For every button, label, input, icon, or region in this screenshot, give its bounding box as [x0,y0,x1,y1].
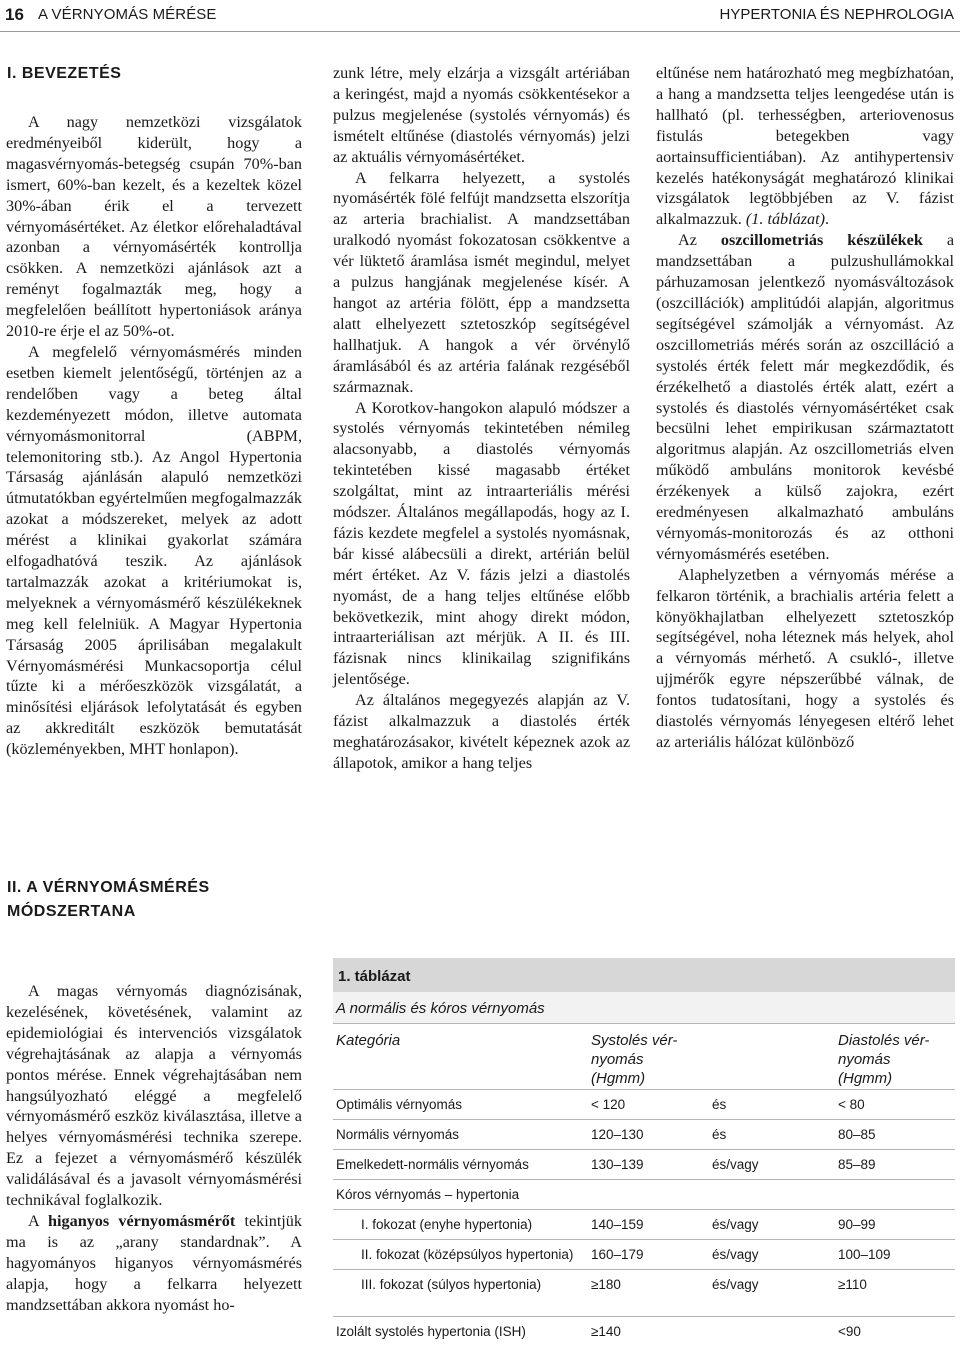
paragraph: A nagy nemzetközi vizsgálatok eredményeiből kiderült, hogy a magasvérnyomás-betegség csupán 70%-ban ismert, 60%-ban kezelt, és a kezeltek közel 30%-ában érik el a tervezett vérnyomásértéket. Az életkor előrehaladtával azonban a vérnyomásérték kontrollja csökken. A nemzetközi ajánlások azt a reményt fogalmazták meg, hogy a megfelelően beállított hypertoniások aránya 2010-re érje el az 50%-ot. [6,113,302,341]
table-row: Emelkedett-normális vérnyomás 130–139 és/vagy 85–89 [333,1150,955,1180]
paragraph: A magas vérnyomás diagnózisának, kezelésének, követésének, valamint az epidemiológiai és intervenciós vizsgálatok végrehajtásának az alapja a vérnyomás pontos mérése. Ennek végrehajtásában nem hangsúlyozható eléggé a megfelelő vérnyomásmérő eszköz kiválasztása, illetve a helyes vérnyomásmérési technika szerepe. Ez a fejezet a vérnyomásmérő készülék validálásával és a javasolt vérnyomásmérési technikával foglalkozik. [6,982,302,1210]
paragraph: A higanyos vérnyomásmérőt tekintjük ma is az „arany standardnak”. A hagyományos higanyos vérnyomásmérés alapja, hogy a felkarra helyezett mandzsettában akkora nyomást ho- [6,1211,302,1314]
paragraph: Az általános megegyezés alapján az V. fázist alkalmazzuk a diastolés érték meghatározásakor, kivételt képeznek azok az állapotok, amikor a hang teljes [333,691,630,772]
paragraph: zunk létre, mely elzárja a vizsgált artériában a keringést, majd a nyomás csökkentésekor a pulzus megjelenése (systolés vérnyomás) és ismételt eltűnése (diastolés vérnyomás) jelzi az aktuális vérnyomásértéket. [333,64,630,166]
column-1-lower-text [6,981,302,1316]
bold-term: higanyos vérnyomásmérőt [48,1211,236,1230]
header-diastolic: Diastolés vér- nyomás (Hgmm) [838,1032,930,1087]
column-3-text [656,63,954,753]
table-row: Normális vérnyomás 120–130 és 80–85 [333,1120,955,1150]
paragraph: A felkarra helyezett, a systolés nyomásérték fölé felfújt mandzsetta elszorítja az arteria brachialist. A mandzsettában uralkodó nyomást fokozatosan csökkentve a vér lüktető áramlása ismét megindul, melyet a pulzus hangjának megjelenése kísér. A hangot az artéria fölött, épp a mandzsetta alatt elhelyezett sztetoszkóp segítségével hallhatjuk. A hangok a vér örvénylő áramlásából és az artéria falának rezgéséből származnak. [333,168,630,396]
table-header-row [333,1024,955,1090]
blood-pressure-table [333,958,955,1346]
paragraph: Az oszcillometriás készülékek a mandzsettában a pulzushullámokkal párhuzamosan jelentkező nyomásváltozások (oszcillációk) amplitúdói alapján, algoritmus segítségével számolják a vérnyomást. Az oszcillometriás mérés során az oszcilláció a systolés érték felett már megkezdődik, és érzékelhető a diastolés érték alatt, ezért a systolés és diastolés vérnyomásértéket csak becsülni lehet empirikusan származtatott algoritmus alapján. Az oszcillometriás elven működő ambuláns monitorok kevésbé érzékenyek a külső zajokra, ezért eredményesen alkalmazható ambuláns vérnyomás-monitorozás és az otthoni vérnyomásmérés esetében. [656,231,954,563]
table-row: Optimális vérnyomás < 120 és < 80 [333,1090,955,1120]
running-title-left: A VÉRNYOMÁS MÉRÉSE [38,6,217,23]
paragraph: A megfelelő vérnyomásmérés minden esetben kiemelt jelentőségű, történjen az a rendelőben vagy a beteg által kezdeményezett módon, illetve automata vérnyomásmonitorral (ABPM, telemonitoring stb.). Az Angol Hypertonia Társaság ajánlásán alapuló nemzetközi útmutatókban egyértelműen megfogalmazzák azokat a módszereket, melyek az adott mérést a klinikai gyakorlat számára elfogadhatóvá teszik. Az ajánlások tartalmazzák azokat a kritériumokat is, melyeknek a vérnyomásmérő készülékeknek meg kell felelniük. A Magyar Hypertonia Társaság 2005 áprilisában megalakult Vérnyomásmérési Munkacsoportja célul tűzte ki a mérőeszközök vizsgálatát, a minősítési eljárások lefolytatását és egyben az akkreditált eszközök bemutatását (közleményekben, MHT honlapon). [6,342,302,759]
page-number: 16 [5,5,24,24]
table-row: I. fokozat (enyhe hypertonia) 140–159 és/vagy 90–99 [333,1210,955,1240]
table-reference: (1. táblázat) [745,210,826,229]
column-1-text [6,112,302,760]
paragraph: Alaphelyzetben a vérnyomás mérése a felkaron történik, a brachialis artéria felett a könyökhajlatban elhelyezett sztetoszkóp segítségével, noha léteznek más helyek, ahol a vérnyomás mérhető. A csukló-, illetve ujjmérők egyre népszerűbbé válnak, de fontos tudatosítani, hogy a systolés és diastolés vérnyomás lényegesen eltérő lehet az arteriális hálózat különböző [656,565,954,751]
table-row: III. fokozat (súlyos hypertonia) ≥180 és/vagy ≥110 [361,1277,867,1292]
paragraph: eltűnése nem határozható meg megbízhatóan, a hang a mandzsetta teljes leengedése után is hallható (pl. terhességben, arteriovenosus fistulás betegekben vagy aortainsufficientiában). Az antihypertensiv kezelés hatékonyságát meghatározó klinikai vizsgálatok legtöbbjében az V. fázist alkalmazzuk. (1. táblázat). [656,64,954,229]
page-header [0,0,960,32]
header-systolic: Systolés vér- nyomás (Hgmm) [591,1032,678,1087]
table-subtitle: A normális és kóros vérnyomás [333,992,955,1024]
running-title-right: HYPERTONIA ÉS NEPHROLOGIA [719,6,954,23]
section-heading-methodology: II. A VÉRNYOMÁSMÉRÉS MÓDSZERTANA [7,879,210,920]
table-row: Izolált systolés hypertonia (ISH) ≥140 <90 [333,1316,955,1346]
header-category: Kategória [336,1032,401,1049]
bold-term: oszcillometriás készülékek [720,231,923,250]
paragraph: A Korotkov-hangokon alapuló módszer a systolés vérnyomás tekintetében némileg alacsonyabb, a diastolés vérnyomás tekintetében kissé magasabb értéket szolgáltat, mint az intraarteriális mérési módszer. Általános megállapodás, hogy az I. fázis kezdete megfelel a systolés nyomásnak, bár kissé alábecsüli a direkt, artérián belül mért értéket. Az V. fázis jelzi a diastolés nyomást, de a hang teljes eltűnése előbb bekövetkezik, mint ahogy direkt módon, intraarteriálisan azt mérjük. A II. és III. fázisnak nincs klinikailag szignifikáns jelentősége. [333,398,630,689]
column-2-text [333,63,630,774]
table-row: II. fokozat (középsúlyos hypertonia) 160–179 és/vagy 100–109 [333,1240,955,1270]
table-row: Kóros vérnyomás – hypertonia [333,1180,955,1210]
table-title: 1. táblázat [333,958,955,992]
section-heading-introduction: I. BEVEZETÉS [7,65,122,82]
